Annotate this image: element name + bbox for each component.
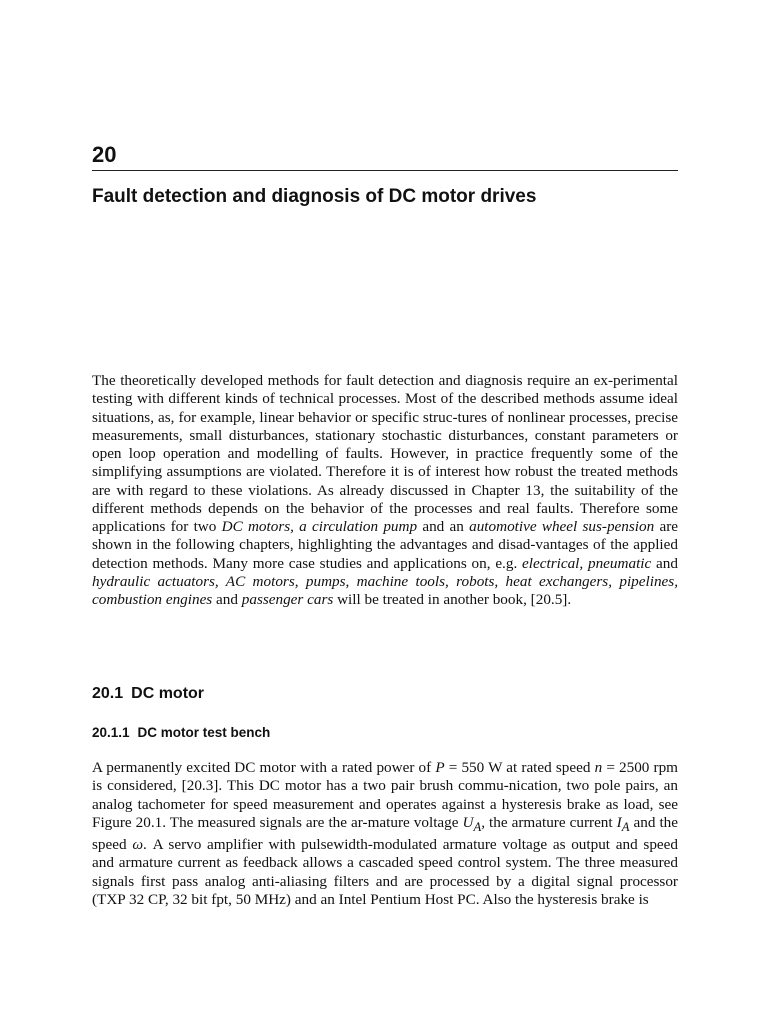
armature-voltage-subscript: A	[473, 819, 482, 834]
armature-current-subscript: A	[621, 819, 630, 834]
omega-symbol: ω	[132, 836, 144, 854]
subsection-title: DC motor test bench	[137, 725, 271, 740]
intro-italic-wheel-suspension: automotive wheel sus-pension	[469, 518, 655, 535]
subsection-number: 20.1.1	[92, 725, 130, 740]
para2-text-2: = 550 W at rated speed	[444, 759, 595, 776]
armature-voltage-symbol: U	[462, 813, 474, 831]
para2-text-4: , the armature current	[481, 813, 617, 831]
chapter-divider	[92, 170, 678, 171]
intro-text-6: will be treated in another book, [20.5].	[333, 591, 572, 608]
subsection-heading	[92, 725, 270, 740]
intro-italic-electrical: electrical, pneumatic	[522, 554, 652, 572]
armature-current-symbol: I	[616, 813, 622, 831]
test-bench-paragraph	[92, 759, 678, 909]
para2-text-6: . A servo amplifier with pulsewidth-modulated armature voltage as output and speed and armature current as feedback allows a cascaded speed control system. The three measured signals first pass analog anti-aliasing filters and are processed by a digital signal processor (TXP 32 CP, 32 bit fpt, 50 MHz) and an Intel Pentium Host PC. Also the hysteresis brake is	[92, 836, 678, 908]
section-number: 20.1	[92, 685, 124, 702]
chapter-title: Fault detection and diagnosis of DC motor drives	[92, 186, 537, 207]
intro-paragraph	[92, 372, 678, 609]
intro-text-5: and	[212, 591, 242, 608]
section-title: DC motor	[131, 685, 205, 702]
power-symbol: P	[435, 759, 445, 776]
para2-text-1: A permanently excited DC motor with a rated power of	[92, 759, 436, 776]
intro-text-1: The theoretically developed methods for fault detection and diagnosis require an ex-perimental testing with different kinds of technical processes. Most of the described methods assume ideal situations, as, for example, linear behavior or specific struc-tures of nonlinear processes, precise measurements, small disturbances, stationary stochastic disturbances, constant parameters or open loop operation and modelling of faults. However, in practice frequently some of the simplifying assumptions are violated. Therefore it is of interest how robust the treated methods are with regard to these violations. As already discussed in Chapter 13, the suitability of the different methods depends on the behavior of the processes and real faults. Therefore some applications for two	[92, 372, 678, 535]
intro-italic-passenger-cars: passenger cars	[241, 591, 334, 608]
section-heading	[92, 685, 204, 703]
intro-italic-actuators: hydraulic actuators, AC motors, pumps, machine tools, robots, heat exchangers, pipelines, combustion engines	[92, 572, 678, 608]
para2-text-5: and the speed	[92, 813, 678, 854]
speed-symbol: n	[594, 759, 603, 776]
para2-text-3: = 2500 rpm is considered, [20.3]. This DC motor has a two pair brush commu-nication, two pole pairs, an analog tachometer for speed measurement and operates against a hysteresis brake as load, see Figure 20.1. The measured signals are the ar-mature voltage	[92, 759, 679, 831]
intro-text-3: are shown in the following chapters, highlighting the advantages and disad-vantages of the applied detection methods. Many more case studies and applications on, e.g.	[92, 518, 678, 572]
intro-text-4: and	[651, 554, 678, 572]
intro-italic-dc-motors: DC motors, a circulation pump	[221, 518, 418, 535]
intro-text-2: and an	[417, 518, 470, 535]
chapter-number: 20	[92, 142, 117, 167]
